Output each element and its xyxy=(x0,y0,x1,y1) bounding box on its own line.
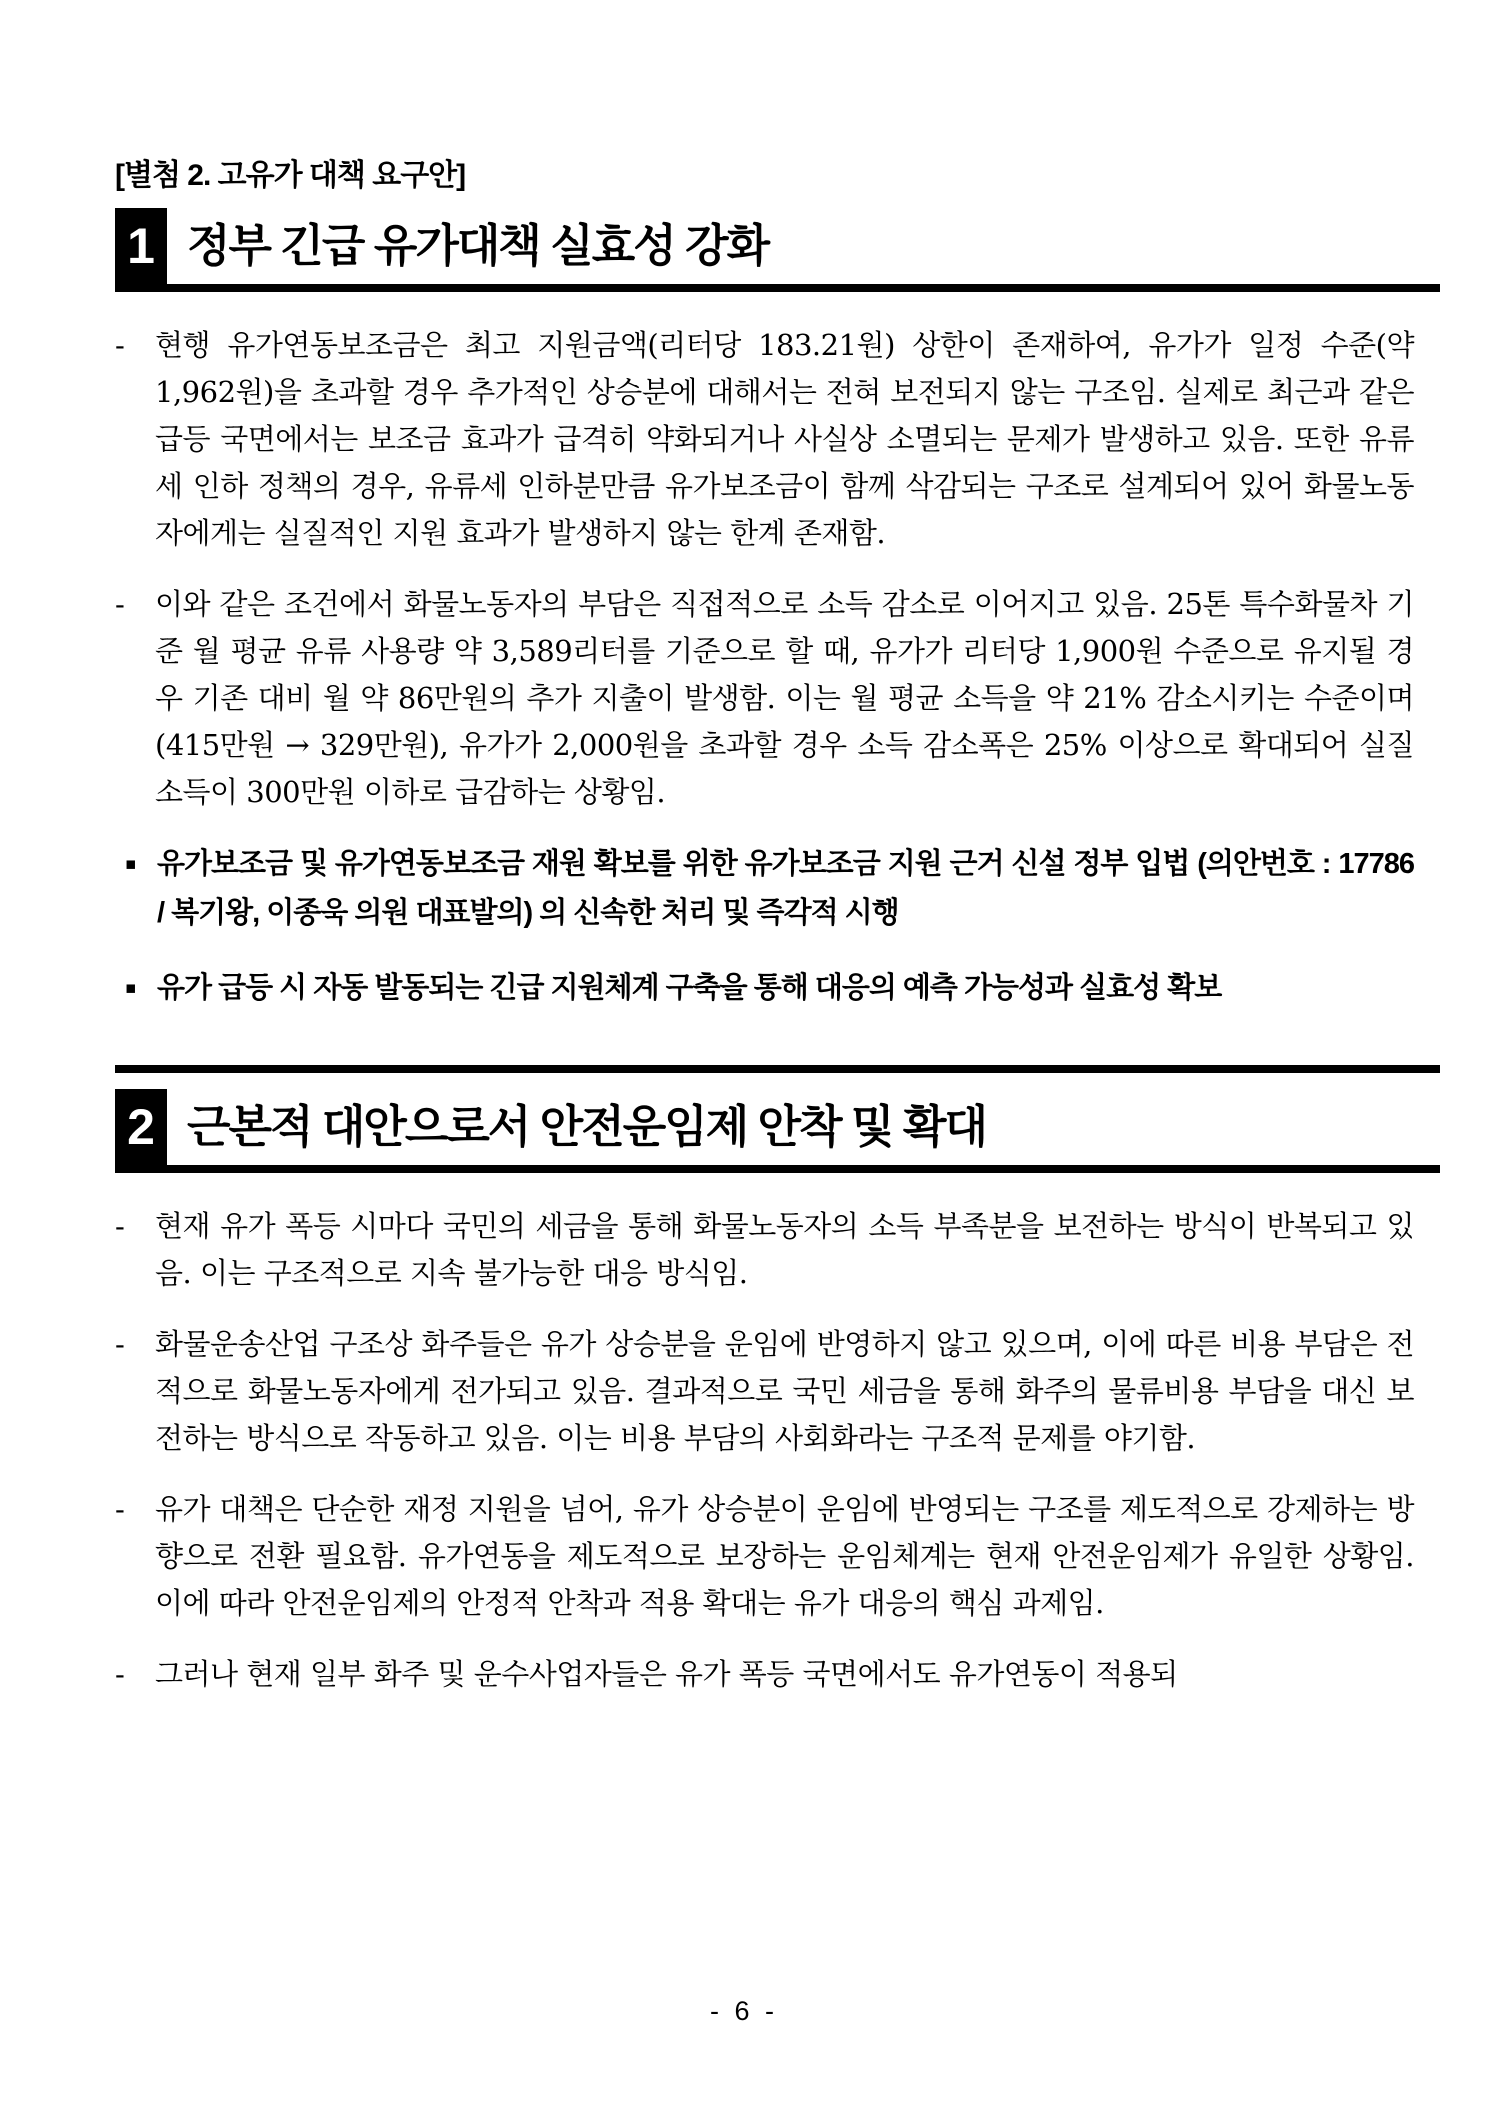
square-bullet: ▪ xyxy=(125,978,137,998)
section-2-header xyxy=(115,1089,1440,1173)
paragraph-text: 현행 유가연동보조금은 최고 지원금액(리터당 183.21원) 상한이 존재하여, 유가가 일정 수준(약 1,962원)을 초과할 경우 추가적인 상승분에 대해서는 전혀 보전되지 않는 구조임. 실제로 최근과 같은 급등 국면에서는 보조금 효과가 급격히 약화되거나 사실상 소멸되는 문제가 발생하고 있음. 또한 유류세 인하 정책의 경우, 유류세 인하분만큼 유가보조금이 함께 삭감되는 구조로 설계되어 있어 화물노동자에게는 실질적인 지원 효과가 발생하지 않는 한계 존재함. xyxy=(155,328,1414,550)
dash-bullet: - xyxy=(115,328,125,362)
paragraph-text: 현재 유가 폭등 시마다 국민의 세금을 통해 화물노동자의 소득 부족분을 보전하는 방식이 반복되고 있음. 이는 구조적으로 지속 불가능한 대응 방식임. xyxy=(155,1209,1414,1290)
section-2-top-rule xyxy=(115,1065,1440,1073)
list-item xyxy=(115,964,1440,1013)
paragraph-text: 유가 대책은 단순한 재정 지원을 넘어, 유가 상승분이 운임에 반영되는 구조를 제도적으로 강제하는 방향으로 전환 필요함. 유가연동을 제도적으로 보장하는 운임체계는 현재 안전운임제가 유일한 상황임. 이에 따라 안전운임제의 안정적 안착과 적용 확대는 유가 대응의 핵심 과제임. xyxy=(155,1492,1414,1620)
demand-text: 유가 급등 시 자동 발동되는 긴급 지원체계 구축을 통해 대응의 예측 가능성과 실효성 확보 xyxy=(157,972,1222,1004)
square-bullet: ▪ xyxy=(125,854,137,874)
list-item xyxy=(115,1203,1440,1297)
dash-bullet: - xyxy=(115,1327,125,1361)
section-2-body xyxy=(115,1203,1440,1698)
paragraph-text: 화물운송산업 구조상 화주들은 유가 상승분을 운임에 반영하지 않고 있으며, 이에 따른 비용 부담은 전적으로 화물노동자에게 전가되고 있음. 결과적으로 국민 세금을 통해 화주의 물류비용 부담을 대신 보전하는 방식으로 작동하고 있음. 이는 비용 부담의 사회화라는 구조적 문제를 야기함. xyxy=(155,1327,1414,1455)
list-item xyxy=(115,840,1440,938)
section-1-body xyxy=(115,322,1440,1013)
dash-bullet: - xyxy=(115,1657,125,1691)
dash-bullet: - xyxy=(115,1209,125,1243)
section-2-title: 근본적 대안으로서 안전운임제 안착 및 확대 xyxy=(187,1101,986,1152)
paragraph-text: 이와 같은 조건에서 화물노동자의 부담은 직접적으로 소득 감소로 이어지고 있음. 25톤 특수화물차 기준 월 평균 유류 사용량 약 3,589리터를 기준으로 할 때, 유가가 리터당 1,900원 수준으로 유지될 경우 기존 대비 월 약 86만원의 추가 지출이 발생함. 이는 월 평균 소득을 약 21% 감소시키는 수준이며(415만원 → 329만원), 유가가 2,000원을 초과할 경우 소득 감소폭은 25% 이상으로 확대되어 실질 소득이 300만원 이하로 급감하는 상황임. xyxy=(155,587,1414,809)
list-item xyxy=(115,581,1440,816)
list-item xyxy=(115,322,1440,557)
dash-bullet: - xyxy=(115,587,125,621)
attachment-label: [별첨 2. 고유가 대책 요구안] xyxy=(115,159,466,192)
section-1-number-badge: 1 xyxy=(115,208,167,284)
section-1-header xyxy=(115,208,1440,292)
page-number: - 6 - xyxy=(709,1996,778,2026)
list-item xyxy=(115,1651,1440,1698)
paragraph-text: 그러나 현재 일부 화주 및 운수사업자들은 유가 폭등 국면에서도 유가연동이 적용되 xyxy=(155,1657,1178,1691)
section-2-number-badge: 2 xyxy=(115,1089,167,1165)
list-item xyxy=(115,1486,1440,1627)
list-item xyxy=(115,1321,1440,1462)
demand-text: 유가보조금 및 유가연동보조금 재원 확보를 위한 유가보조금 지원 근거 신설 정부 입법 (의안번호 : 17786 / 복기왕, 이종욱 의원 대표발의) 의 신속한 처리 및 즉각적 시행 xyxy=(157,848,1414,929)
dash-bullet: - xyxy=(115,1492,125,1526)
section-1-title: 정부 긴급 유가대책 실효성 강화 xyxy=(187,220,769,271)
